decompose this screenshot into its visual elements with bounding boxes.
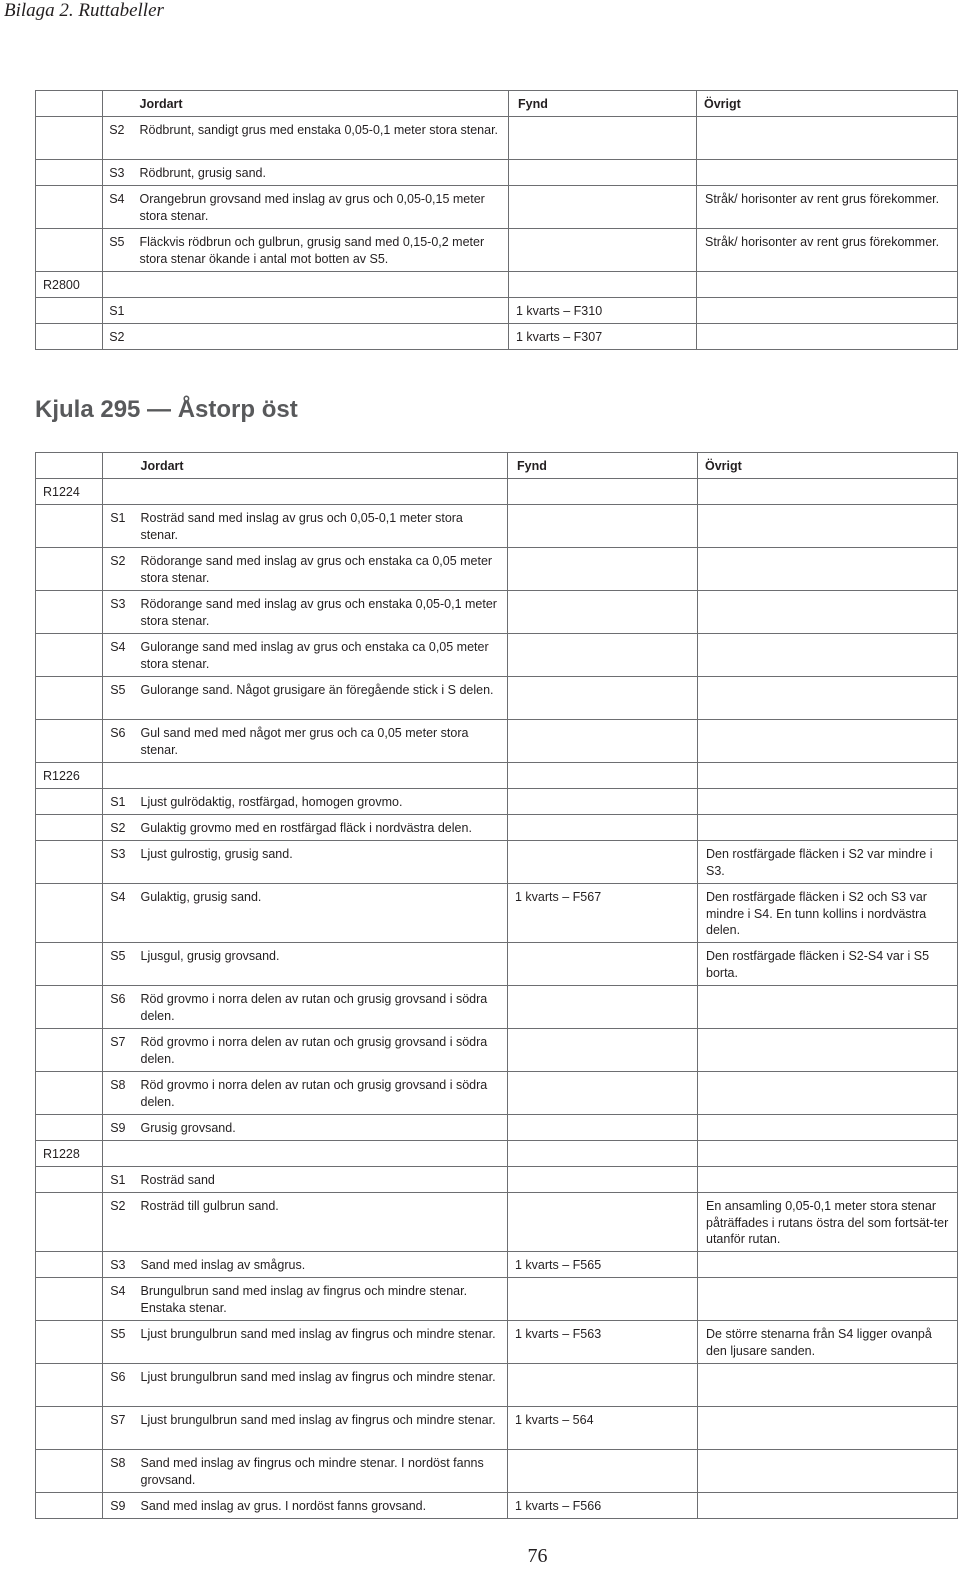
- jordart-cell: Ljust gulrödaktig, rostfärgad, homogen grovmo.: [134, 789, 508, 815]
- table-row: [36, 789, 958, 815]
- ovrigt-cell: [698, 1364, 958, 1407]
- table-row: [36, 943, 958, 986]
- ovrigt-cell: [698, 677, 958, 720]
- table-row: [36, 229, 958, 272]
- route-cell: [36, 1072, 103, 1115]
- stick-label: S8: [103, 1450, 134, 1493]
- jordart-cell: Rödbrunt, grusig sand.: [133, 160, 509, 186]
- fynd-cell: [508, 986, 698, 1029]
- route-label: R1226: [36, 763, 103, 789]
- fynd-cell: 1 kvarts – F563: [508, 1321, 698, 1364]
- stick-label: S2: [103, 548, 134, 591]
- ovrigt-cell: Stråk/ horisonter av rent grus förekommer.: [697, 229, 958, 272]
- stick-label: S5: [103, 229, 133, 272]
- table-row: [36, 505, 958, 548]
- route-cell: [36, 1029, 103, 1072]
- stick-label: S1: [103, 505, 134, 548]
- jordart-cell: Rödorange sand med inslag av grus och enstaka ca 0,05 meter stora stenar.: [134, 548, 508, 591]
- stick-label: S2: [103, 815, 134, 841]
- stick-label: S6: [103, 720, 134, 763]
- stick-label: [103, 272, 133, 298]
- fynd-cell: [508, 548, 698, 591]
- table-row: [36, 160, 958, 186]
- header-empty-cell: [36, 453, 103, 479]
- table-row: [36, 986, 958, 1029]
- route-cell: [36, 841, 103, 884]
- fynd-cell: [508, 1167, 698, 1193]
- stick-label: S4: [103, 884, 134, 943]
- header-ovrigt: Övrigt: [698, 453, 958, 479]
- ovrigt-cell: [698, 1493, 958, 1519]
- fynd-cell: [508, 479, 698, 505]
- table-row: [36, 186, 958, 229]
- stick-label: S2: [103, 324, 133, 350]
- fynd-cell: [508, 1278, 698, 1321]
- route-label: R2800: [36, 272, 103, 298]
- jordart-cell: Orangebrun grovsand med inslag av grus och 0,05-0,15 meter stora stenar.: [133, 186, 509, 229]
- stick-label: S9: [103, 1115, 134, 1141]
- table-header-row: [36, 91, 958, 117]
- running-title: Bilaga 2. Ruttabeller: [4, 0, 164, 21]
- route-table-2-body: [36, 453, 958, 1519]
- ovrigt-cell: [697, 298, 958, 324]
- table-row: [36, 324, 958, 350]
- ovrigt-cell: [698, 591, 958, 634]
- jordart-cell: Röd grovmo i norra delen av rutan och grusig grovsand i södra delen.: [134, 1029, 508, 1072]
- table-row: [36, 1072, 958, 1115]
- route-row: [36, 1141, 958, 1167]
- ovrigt-cell: [698, 479, 958, 505]
- route-cell: [36, 1364, 103, 1407]
- route-cell: [36, 720, 103, 763]
- fynd-cell: [508, 789, 698, 815]
- ovrigt-cell: Den rostfärgade fläcken i S2 var mindre i S3.: [698, 841, 958, 884]
- ovrigt-cell: [698, 1115, 958, 1141]
- route-table-1-body: [36, 91, 958, 350]
- header-fynd: Fynd: [509, 91, 697, 117]
- stick-label: S3: [103, 160, 133, 186]
- table-row: [36, 720, 958, 763]
- ovrigt-cell: [697, 160, 958, 186]
- stick-label: S5: [103, 1321, 134, 1364]
- fynd-cell: [509, 272, 697, 298]
- ovrigt-cell: Den rostfärgade fläcken i S2 och S3 var mindre i S4. En tunn kollins i nordvästra delen.: [698, 884, 958, 943]
- jordart-cell: Gulaktig, grusig sand.: [134, 884, 508, 943]
- fynd-cell: [508, 677, 698, 720]
- ovrigt-cell: De större stenarna från S4 ligger ovanpå den ljusare sanden.: [698, 1321, 958, 1364]
- fynd-cell: [508, 1115, 698, 1141]
- stick-label: S2: [103, 1193, 134, 1252]
- stick-label: S5: [103, 943, 134, 986]
- fynd-cell: [508, 841, 698, 884]
- fynd-cell: 1 kvarts – 564: [508, 1407, 698, 1450]
- ovrigt-cell: Den rostfärgade fläcken i S2-S4 var i S5 borta.: [698, 943, 958, 986]
- fynd-cell: [509, 160, 697, 186]
- stick-label: [103, 1141, 134, 1167]
- stick-label: [103, 479, 134, 505]
- stick-label: S6: [103, 986, 134, 1029]
- route-cell: [36, 1193, 103, 1252]
- jordart-cell: Ljust brungulbrun sand med inslag av fingrus och mindre stenar.: [134, 1407, 508, 1450]
- route-cell: [36, 986, 103, 1029]
- route-cell: [36, 677, 103, 720]
- ovrigt-cell: Stråk/ horisonter av rent grus förekommer.: [697, 186, 958, 229]
- jordart-cell: Fläckvis rödbrun och gulbrun, grusig sand med 0,15-0,2 meter stora stenar ökande i antal mot botten av S5.: [133, 229, 509, 272]
- header-jordart: Jordart: [134, 453, 508, 479]
- table-row: [36, 634, 958, 677]
- table-row: [36, 1407, 958, 1450]
- stick-label: S4: [103, 186, 133, 229]
- ovrigt-cell: [698, 634, 958, 677]
- ovrigt-cell: [698, 1407, 958, 1450]
- stick-label: S4: [103, 1278, 134, 1321]
- jordart-cell: Gul sand med med något mer grus och ca 0,05 meter stora stenar.: [134, 720, 508, 763]
- route-cell: [36, 229, 103, 272]
- table-row: [36, 1029, 958, 1072]
- jordart-cell: Gulorange sand. Något grusigare än föregående stick i S delen.: [134, 677, 508, 720]
- ovrigt-cell: [698, 1252, 958, 1278]
- ovrigt-cell: [698, 986, 958, 1029]
- fynd-cell: 1 kvarts – F567: [508, 884, 698, 943]
- table-row: [36, 841, 958, 884]
- table-row: [36, 1493, 958, 1519]
- route-cell: [36, 324, 103, 350]
- route-cell: [36, 117, 103, 160]
- ovrigt-cell: [698, 815, 958, 841]
- jordart-cell: Brungulbrun sand med inslag av fingrus och mindre stenar. Enstaka stenar.: [134, 1278, 508, 1321]
- table-row: [36, 815, 958, 841]
- jordart-cell: Röd grovmo i norra delen av rutan och grusig grovsand i södra delen.: [134, 986, 508, 1029]
- fynd-cell: 1 kvarts – F310: [509, 298, 697, 324]
- stick-label: S3: [103, 841, 134, 884]
- table-row: [36, 1278, 958, 1321]
- route-row: [36, 763, 958, 789]
- route-cell: [36, 548, 103, 591]
- stick-label: S1: [103, 1167, 134, 1193]
- fynd-cell: [508, 1072, 698, 1115]
- route-cell: [36, 1493, 103, 1519]
- page-number: 76: [527, 1545, 548, 1567]
- route-label: R1224: [36, 479, 103, 505]
- table-row: [36, 677, 958, 720]
- route-cell: [36, 1252, 103, 1278]
- jordart-cell: Rosträd sand med inslag av grus och 0,05-0,1 meter stora stenar.: [134, 505, 508, 548]
- table-row: [36, 1321, 958, 1364]
- jordart-cell: Gulaktig grovmo med en rostfärgad fläck i nordvästra delen.: [134, 815, 508, 841]
- table-row: [36, 1193, 958, 1252]
- jordart-cell: Sand med inslag av grus. I nordöst fanns grovsand.: [134, 1493, 508, 1519]
- stick-label: S7: [103, 1029, 134, 1072]
- jordart-cell: Rödbrunt, sandigt grus med enstaka 0,05-0,1 meter stora stenar.: [133, 117, 509, 160]
- ovrigt-cell: [698, 789, 958, 815]
- route-cell: [36, 1167, 103, 1193]
- table-row: [36, 548, 958, 591]
- ovrigt-cell: [698, 1167, 958, 1193]
- ovrigt-cell: [698, 763, 958, 789]
- route-label: R1228: [36, 1141, 103, 1167]
- fynd-cell: [508, 1029, 698, 1072]
- route-table-1: [35, 90, 958, 350]
- ovrigt-cell: [698, 1278, 958, 1321]
- route-cell: [36, 815, 103, 841]
- route-table-2: [35, 452, 958, 1519]
- table-header-row: [36, 453, 958, 479]
- table-row: [36, 1167, 958, 1193]
- section-title: Kjula 295 — Åstorp öst: [35, 396, 298, 423]
- fynd-cell: [508, 720, 698, 763]
- route-cell: [36, 591, 103, 634]
- table-row: [36, 884, 958, 943]
- header-empty-cell: [103, 453, 134, 479]
- route-row: [36, 272, 958, 298]
- route-cell: [36, 298, 103, 324]
- header-fynd: Fynd: [508, 453, 698, 479]
- jordart-cell: [134, 763, 508, 789]
- stick-label: [103, 763, 134, 789]
- jordart-cell: Rosträd sand: [134, 1167, 508, 1193]
- fynd-cell: [508, 943, 698, 986]
- jordart-cell: Sand med inslag av smågrus.: [134, 1252, 508, 1278]
- route-cell: [36, 186, 103, 229]
- jordart-cell: Rosträd till gulbrun sand.: [134, 1193, 508, 1252]
- route-cell: [36, 505, 103, 548]
- jordart-cell: Ljust gulrostig, grusig sand.: [134, 841, 508, 884]
- ovrigt-cell: [697, 272, 958, 298]
- jordart-cell: [133, 298, 509, 324]
- jordart-cell: [134, 1141, 508, 1167]
- ovrigt-cell: [697, 324, 958, 350]
- table-row: [36, 1252, 958, 1278]
- jordart-cell: Gulorange sand med inslag av grus och enstaka ca 0,05 meter stora stenar.: [134, 634, 508, 677]
- fynd-cell: [508, 505, 698, 548]
- header-empty-cell: [103, 91, 133, 117]
- jordart-cell: [133, 324, 509, 350]
- jordart-cell: Sand med inslag av fingrus och mindre stenar. I nordöst fanns grovsand.: [134, 1450, 508, 1493]
- table-row: [36, 591, 958, 634]
- route-cell: [36, 789, 103, 815]
- fynd-cell: [509, 117, 697, 160]
- jordart-cell: Rödorange sand med inslag av grus och enstaka 0,05-0,1 meter stora stenar.: [134, 591, 508, 634]
- route-cell: [36, 160, 103, 186]
- fynd-cell: 1 kvarts – F565: [508, 1252, 698, 1278]
- table-row: [36, 298, 958, 324]
- jordart-cell: [134, 479, 508, 505]
- route-cell: [36, 1278, 103, 1321]
- ovrigt-cell: [698, 1029, 958, 1072]
- ovrigt-cell: [698, 548, 958, 591]
- jordart-cell: Ljust brungulbrun sand med inslag av fingrus och mindre stenar.: [134, 1321, 508, 1364]
- jordart-cell: [133, 272, 509, 298]
- ovrigt-cell: [698, 1141, 958, 1167]
- stick-label: S7: [103, 1407, 134, 1450]
- fynd-cell: [509, 229, 697, 272]
- ovrigt-cell: [698, 505, 958, 548]
- route-cell: [36, 634, 103, 677]
- ovrigt-cell: [698, 1450, 958, 1493]
- ovrigt-cell: [698, 720, 958, 763]
- route-cell: [36, 943, 103, 986]
- table-row: [36, 117, 958, 160]
- fynd-cell: [508, 763, 698, 789]
- jordart-cell: Grusig grovsand.: [134, 1115, 508, 1141]
- stick-label: S3: [103, 1252, 134, 1278]
- fynd-cell: [508, 1364, 698, 1407]
- fynd-cell: [508, 1141, 698, 1167]
- stick-label: S5: [103, 677, 134, 720]
- fynd-cell: 1 kvarts – F566: [508, 1493, 698, 1519]
- route-row: [36, 479, 958, 505]
- fynd-cell: [509, 186, 697, 229]
- header-jordart: Jordart: [133, 91, 509, 117]
- stick-label: S1: [103, 298, 133, 324]
- route-cell: [36, 1450, 103, 1493]
- route-cell: [36, 1321, 103, 1364]
- route-cell: [36, 884, 103, 943]
- fynd-cell: [508, 1450, 698, 1493]
- header-ovrigt: Övrigt: [697, 91, 958, 117]
- stick-label: S3: [103, 591, 134, 634]
- stick-label: S1: [103, 789, 134, 815]
- stick-label: S9: [103, 1493, 134, 1519]
- jordart-cell: Ljust brungulbrun sand med inslag av fingrus och mindre stenar.: [134, 1364, 508, 1407]
- route-cell: [36, 1115, 103, 1141]
- fynd-cell: [508, 634, 698, 677]
- ovrigt-cell: [698, 1072, 958, 1115]
- stick-label: S2: [103, 117, 133, 160]
- ovrigt-cell: En ansamling 0,05-0,1 meter stora stenar påträffades i rutans östra del som fortsät-ter utanför rutan.: [698, 1193, 958, 1252]
- fynd-cell: [508, 591, 698, 634]
- jordart-cell: Ljusgul, grusig grovsand.: [134, 943, 508, 986]
- fynd-cell: 1 kvarts – F307: [509, 324, 697, 350]
- header-empty-cell: [36, 91, 103, 117]
- route-cell: [36, 1407, 103, 1450]
- stick-label: S4: [103, 634, 134, 677]
- stick-label: S6: [103, 1364, 134, 1407]
- table-row: [36, 1364, 958, 1407]
- stick-label: S8: [103, 1072, 134, 1115]
- ovrigt-cell: [697, 117, 958, 160]
- table-row: [36, 1115, 958, 1141]
- fynd-cell: [508, 1193, 698, 1252]
- fynd-cell: [508, 815, 698, 841]
- jordart-cell: Röd grovmo i norra delen av rutan och grusig grovsand i södra delen.: [134, 1072, 508, 1115]
- table-row: [36, 1450, 958, 1493]
